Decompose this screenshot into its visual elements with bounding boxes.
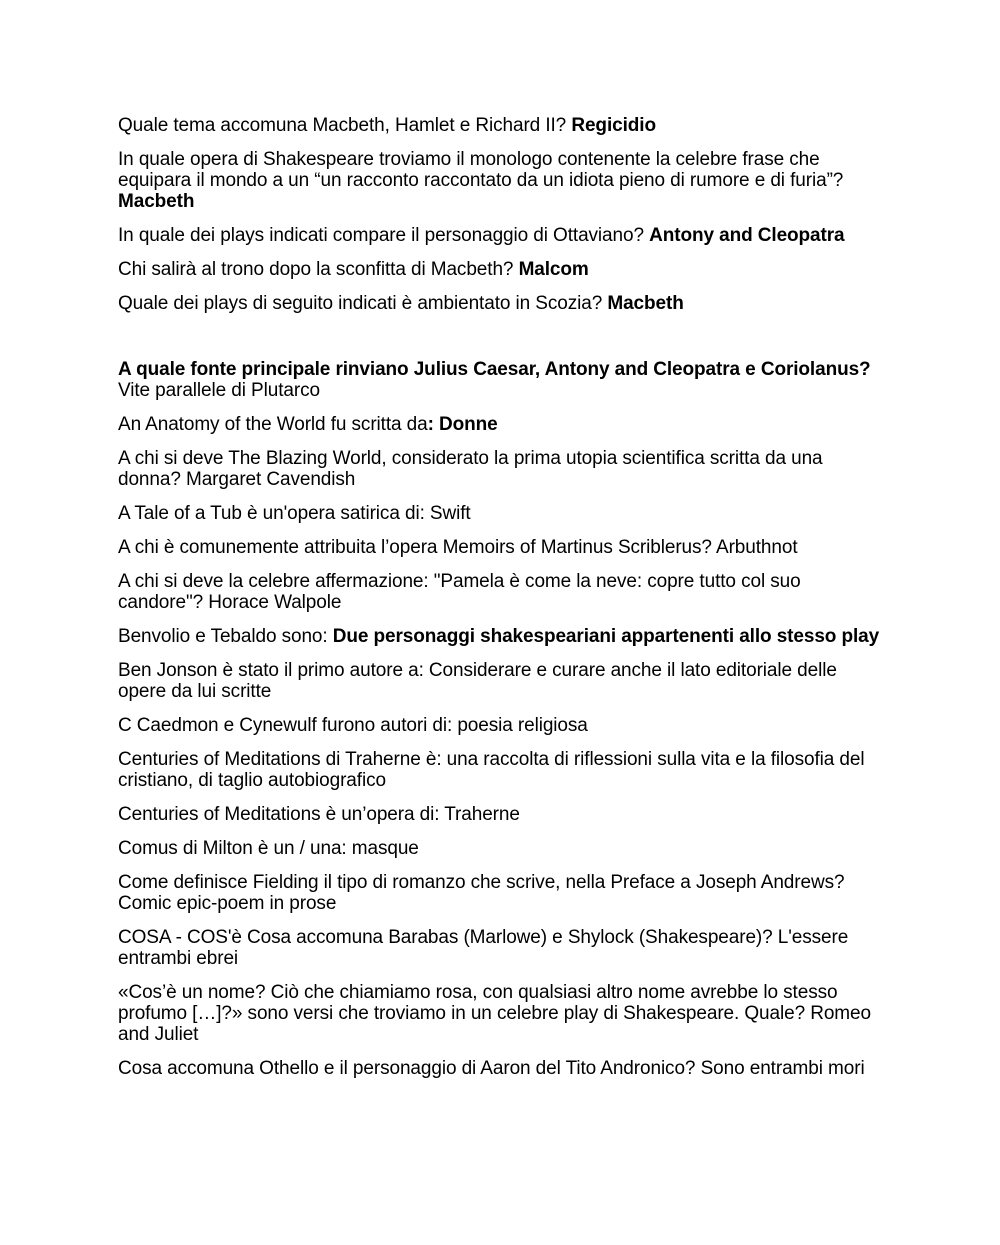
quiz-paragraph xyxy=(118,804,885,825)
quiz-paragraph xyxy=(118,503,885,524)
quiz-paragraph xyxy=(118,293,885,314)
bold-answer-text: Malcom xyxy=(518,259,589,280)
quiz-paragraph xyxy=(118,749,885,791)
question-text: Comus di Milton è un / una: masque xyxy=(118,838,419,859)
question-text: A Tale of a Tub è un'opera satirica di: Swift xyxy=(118,503,471,524)
question-text: Vite parallele di Plutarco xyxy=(118,380,320,401)
question-text: An Anatomy of the World fu scritta da xyxy=(118,414,428,435)
question-text: In quale dei plays indicati compare il personaggio di Ottaviano? xyxy=(118,225,650,246)
question-text: Chi salirà al trono dopo la sconfitta di Macbeth? xyxy=(118,259,519,280)
quiz-paragraph xyxy=(118,838,885,859)
question-text: Cosa accomuna Othello e il personaggio di Aaron del Tito Andronico? Sono entrambi mori xyxy=(118,1058,865,1079)
quiz-paragraph xyxy=(118,927,885,969)
question-text: Centuries of Meditations di Traherne è: una raccolta di riflessioni sulla vita e la filosofia del cristiano, di taglio autobiografico xyxy=(118,749,865,791)
question-text: Centuries of Meditations è un’opera di: Traherne xyxy=(118,804,520,825)
bold-answer-text: : Donne xyxy=(427,414,498,435)
question-text: COSA - COS'è Cosa accomuna Barabas (Marlowe) e Shylock (Shakespeare)? L'essere entrambi ebrei xyxy=(118,927,849,969)
question-text: C Caedmon e Cynewulf furono autori di: poesia religiosa xyxy=(118,715,588,736)
bold-answer-text: Macbeth xyxy=(118,191,195,212)
question-text: In quale opera di Shakespeare troviamo il monologo contenente la celebre frase che equipara il mondo a un “un racconto raccontato da un idiota pieno di rumore e di furia”? xyxy=(118,149,844,191)
quiz-paragraph xyxy=(118,149,885,212)
bold-answer-text: Due personaggi shakespeariani appartenenti allo stesso play xyxy=(332,626,880,647)
quiz-paragraph xyxy=(118,115,885,136)
question-text: A chi si deve The Blazing World, considerato la prima utopia scientifica scritta da una donna? Margaret Cavendish xyxy=(118,448,823,490)
question-text: Quale tema accomuna Macbeth, Hamlet e Richard II? xyxy=(118,115,572,136)
quiz-paragraph xyxy=(118,982,885,1045)
question-text: Come definisce Fielding il tipo di romanzo che scrive, nella Preface a Joseph Andrews?Comic epic-poem in prose xyxy=(118,872,845,914)
question-text: «Cos’è un nome? Ciò che chiamiamo rosa, con qualsiasi altro nome avrebbe lo stesso profumo […]?» sono versi che troviamo in un celebre play di Shakespeare. Quale? Romeo and Juliet xyxy=(118,982,871,1045)
question-text: Ben Jonson è stato il primo autore a: Considerare e curare anche il lato editoriale delle opere da lui scritte xyxy=(118,660,837,702)
quiz-paragraph xyxy=(118,571,885,613)
bold-answer-text: A quale fonte principale rinviano Julius Caesar, Antony and Cleopatra e Coriolanus? xyxy=(118,359,871,380)
quiz-paragraph xyxy=(118,537,885,558)
question-text: Benvolio e Tebaldo sono: xyxy=(118,626,333,647)
question-text: A chi è comunemente attribuita l’opera Memoirs of Martinus Scriblerus? Arbuthnot xyxy=(118,537,798,558)
question-text: A chi si deve la celebre affermazione: "Pamela è come la neve: copre tutto col suo candore"? Horace Walpole xyxy=(118,571,801,613)
bold-answer-text: Antony and Cleopatra xyxy=(649,225,845,246)
quiz-paragraph xyxy=(118,660,885,702)
question-text: Quale dei plays di seguito indicati è ambientato in Scozia? xyxy=(118,293,608,314)
quiz-paragraph xyxy=(118,225,885,246)
quiz-paragraph xyxy=(118,448,885,490)
quiz-paragraph xyxy=(118,872,885,914)
bold-answer-text: Regicidio xyxy=(571,115,656,136)
quiz-paragraph xyxy=(118,626,885,647)
document-body xyxy=(118,115,885,1079)
quiz-paragraph xyxy=(118,1058,885,1079)
bold-answer-text: Macbeth xyxy=(607,293,684,314)
quiz-paragraph xyxy=(118,359,885,401)
quiz-paragraph xyxy=(118,414,885,435)
quiz-paragraph xyxy=(118,715,885,736)
quiz-paragraph xyxy=(118,259,885,280)
